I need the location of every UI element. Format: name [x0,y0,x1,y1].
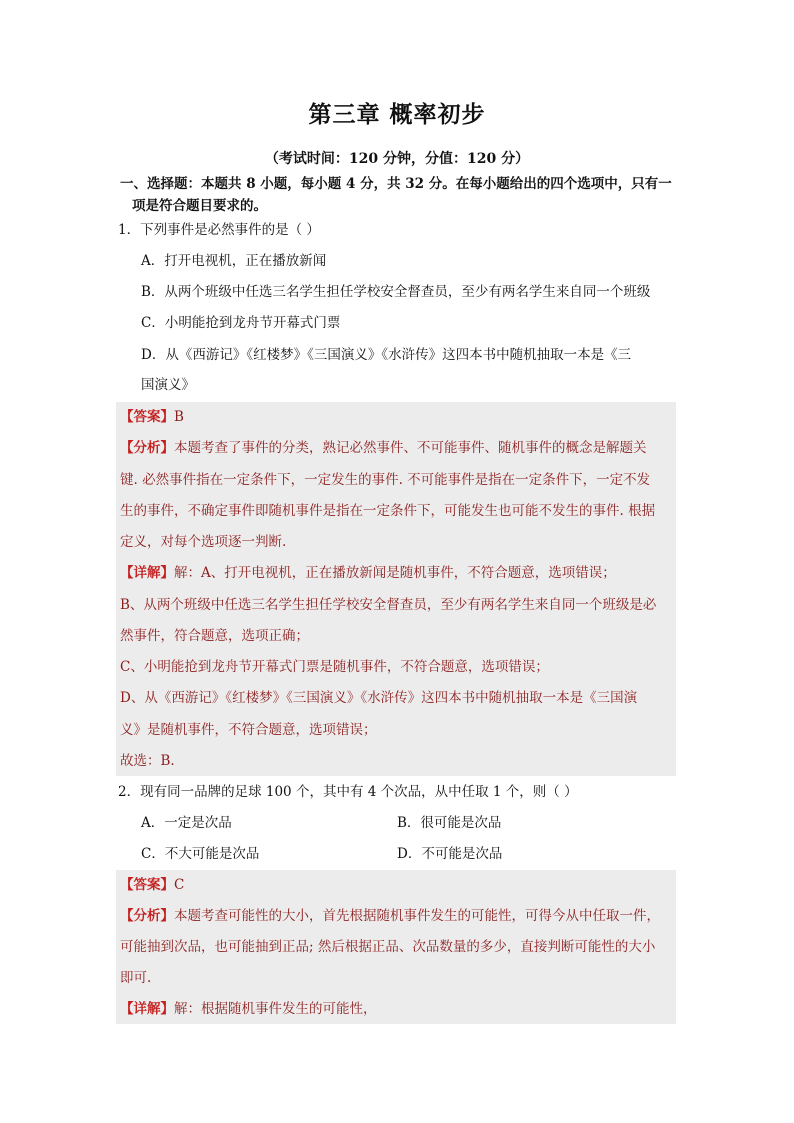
analysis-text: 生的事件，不确定事件即随机事件是指在一定条件下，可能发生也可能不发生的事件. 根据 [120,503,656,519]
question-1-stem: 1．下列事件是必然事件的是（ ） [118,222,320,238]
answer-value: C [174,877,185,893]
answer-tag: 【答案】 [120,877,174,893]
detail-text: D、从《西游记》《红楼梦》《三国演义》《水浒传》这四本书中随机抽取一本是《三国演 [120,690,638,706]
question-1-option-c: C．小明能抢到龙舟节开幕式门票 [141,315,341,331]
question-1-answer [120,407,184,427]
question-2-option-c: C．不大可能是次品 [141,846,260,862]
question-1-analysis [120,438,647,458]
question-1-option-d-cont: 国演义》 [141,377,195,393]
detail-text: 义》是随机事件，不符合题意，选项错误； [120,722,377,738]
detail-text: 解：根据随机事件发生的可能性， [174,1001,377,1017]
question-1-option-a: A．打开电视机，正在播放新闻 [141,253,327,269]
page-title: 第三章 概率初步 [308,102,486,128]
detail-text: 然事件，符合题意，选项正确； [120,628,309,644]
analysis-text: 本题考查了事件的分类，熟记必然事件、不可能事件、随机事件的概念是解题关 [174,440,647,456]
analysis-text: 即可. [120,970,152,986]
question-2-option-a: A．一定是次品 [141,815,232,831]
analysis-text: 可能抽到次品，也可能抽到正品; 然后根据正品、次品数量的多少，直接判断可能性的大小 [120,939,656,955]
detail-text: 解：A、打开电视机，正在播放新闻是随机事件，不符合题意，选项错误； [174,565,616,581]
question-1-option-d: D．从《西游记》《红楼梦》《三国演义》《水浒传》这四本书中随机抽取一本是《三 [141,347,632,363]
answer-value: B [174,409,184,425]
question-2-answer [120,875,184,895]
exam-info: （考试时间：120 分钟，分值：120 分） [264,151,530,167]
section-heading-line: 一、选择题：本题共 8 小题，每小题 4 分，共 32 分。在每小题给出的四个选项中，只有一 [120,176,672,192]
analysis-text: 本题考查可能性的大小，首先根据随机事件发生的可能性，可得今从中任取一件， [174,908,660,924]
analysis-tag: 【分析】 [120,908,174,924]
detail-text: C、小明能抢到龙舟节开幕式门票是随机事件，不符合题意，选项错误； [120,659,549,675]
question-2-analysis [120,906,660,926]
question-1-option-b: B．从两个班级中任选三名学生担任学校安全督查员，至少有两名学生来自同一个班级 [141,284,651,300]
section-heading-line: 项是符合题目要求的。 [132,198,267,214]
detail-tag: 【详解】 [120,1001,174,1017]
detail-text: 故选：B. [120,753,175,769]
question-2-detail [120,999,377,1019]
detail-text: B、从两个班级中任选三名学生担任学校安全督查员，至少有两名学生来自同一个班级是必 [120,597,657,613]
question-1-detail [120,563,616,583]
question-2-option-b: B．很可能是次品 [397,815,502,831]
detail-tag: 【详解】 [120,565,174,581]
analysis-text: 定义，对每个选项逐一判断. [120,534,287,550]
analysis-text: 键. 必然事件指在一定条件下，一定发生的事件. 不可能事件是指在一定条件下，一定不发 [120,472,651,488]
analysis-tag: 【分析】 [120,440,174,456]
answer-tag: 【答案】 [120,409,174,425]
question-2-option-d: D．不可能是次品 [397,846,503,862]
section-heading [120,173,685,217]
question-2-stem: 2．现有同一品牌的足球 100 个，其中有 4 个次品，从中任取 1 个，则（ ） [118,784,578,800]
